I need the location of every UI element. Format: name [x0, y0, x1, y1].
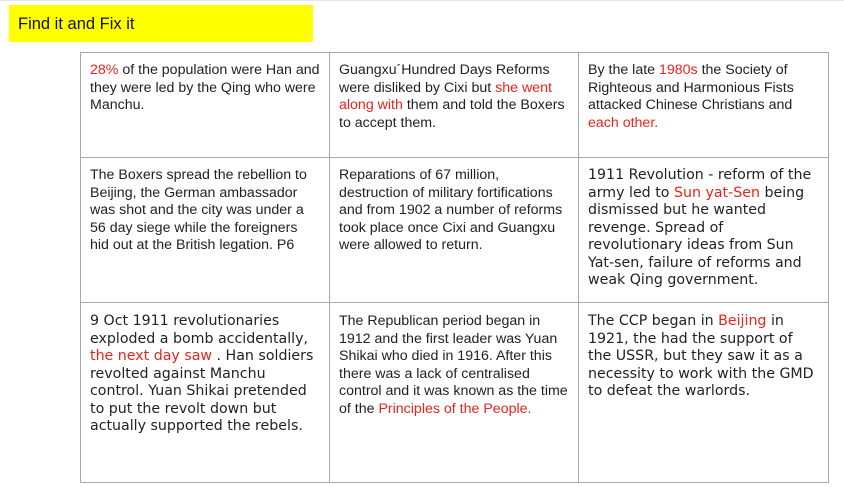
page-title: Find it and Fix it [18, 15, 135, 33]
grid-cell [81, 303, 330, 483]
cell-text: The Boxers spread the rebellion to Beijing, the German ambassador was shot and the city was under a 56 day siege while the foreigners hid out at the British legation. P6 [90, 167, 307, 253]
top-divider [0, 0, 844, 1]
grid-cell [330, 303, 579, 483]
incorrect-text: the next day saw [90, 348, 213, 364]
grid-cell [81, 53, 330, 158]
cell-text: Guangxu´Hundred Days Reforms were disliked by Cixi but [339, 62, 550, 96]
grid-cell [579, 53, 829, 158]
grid-cell [579, 158, 829, 303]
cell-text: being dismissed but he wanted revenge. Spread of revolutionary ideas from Sun Yat-sen, failure of reforms and weak Qing government. [588, 184, 805, 288]
cell-text: 1911 Revolution - reform of the army led to [588, 167, 812, 201]
cell-text: The Republican period began in 1912 and the first leader was Yuan Shikai who died in 1916. After this there was a lack of centralised control and it was known as the time of the [339, 313, 568, 417]
grid-cell [81, 158, 330, 303]
cell-text: By the late [588, 62, 659, 78]
incorrect-text: 1980s [658, 62, 698, 78]
cell-text: them and told the Boxers to accept them. [339, 97, 565, 131]
incorrect-text: Principles of the People. [378, 400, 532, 417]
incorrect-text: each other. [588, 114, 659, 131]
cell-text: the Society of Righteous and Harmonious Fists attacked Chinese Christians and [588, 62, 794, 113]
grid-row [81, 303, 829, 483]
cell-text: of the population were Han and they were led by the Qing who were Manchu. [90, 62, 320, 113]
incorrect-text: Sun yat-Sen [673, 184, 760, 201]
cell-text: The CCP began in [588, 313, 719, 329]
cell-text: 9 Oct 1911 revolutionaries exploded a bomb accidentally, [90, 313, 308, 347]
cell-text: . Han soldiers revolted against Manchu control. Yuan Shikai pretended to put the revolt down but actually supported the rebels. [90, 348, 314, 434]
incorrect-text: she went along with [339, 79, 552, 113]
grid-cell [330, 53, 579, 158]
grid-row [81, 158, 829, 303]
incorrect-text: Beijing [718, 313, 767, 329]
grid-cell [579, 303, 829, 483]
cell-text: in 1921, the had the support of the USSR, but they saw it as a necessity to work with the GMD to defeat the warlords. [588, 313, 814, 399]
grid-cell [330, 158, 579, 303]
incorrect-text: 28% [90, 62, 119, 78]
grid-row [81, 53, 829, 158]
cell-text: Reparations of 67 million, destruction of military fortifications and from 1902 a number of reforms took place once Cixi and Guangxu were allowed to return. [339, 167, 563, 253]
highlighted-title [9, 5, 313, 42]
statement-grid [80, 52, 829, 483]
